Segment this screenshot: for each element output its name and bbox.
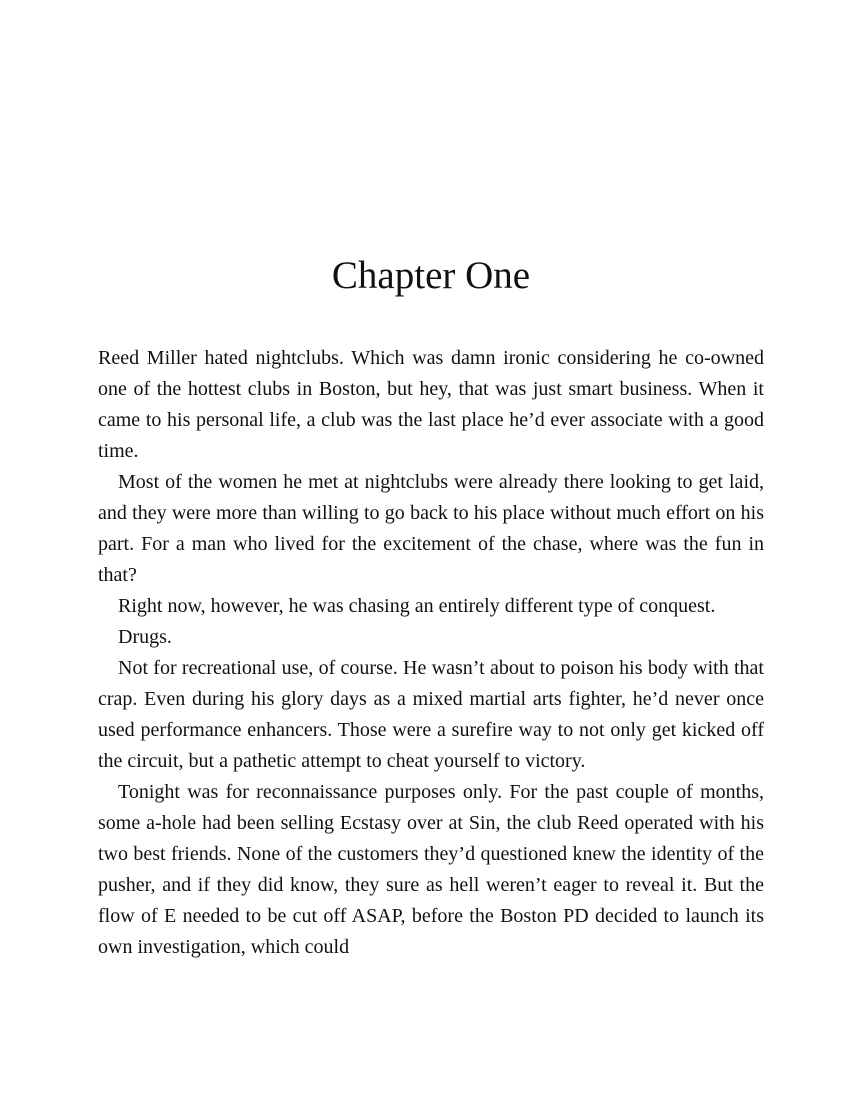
paragraph: Not for recreational use, of course. He wasn’t about to poison his body with that crap. Even during his glory days as a mixed martial arts fighter, he’d never once used performance enhancers. Those were a surefire way to not only get kicked off the circuit, but a pathetic attempt to cheat yourself to victory. bbox=[98, 657, 764, 772]
paragraph: Drugs. bbox=[118, 626, 172, 648]
chapter-title: Chapter One bbox=[331, 254, 531, 297]
chapter-body bbox=[98, 343, 764, 963]
paragraph: Right now, however, he was chasing an entirely different type of conquest. bbox=[118, 595, 716, 617]
paragraph: Reed Miller hated nightclubs. Which was damn ironic considering he co-owned one of the hottest clubs in Boston, but hey, that was just smart business. When it came to his personal life, a club was the last place he’d ever associate with a good time. bbox=[98, 347, 764, 462]
paragraph: Tonight was for reconnaissance purposes only. For the past couple of months, some a-hole had been selling Ecstasy over at Sin, the club Reed operated with his two best friends. None of the customers they’d questioned knew the identity of the pusher, and if they did know, they sure as hell weren’t eager to reveal it. But the flow of E needed to be cut off ASAP, before the Boston PD decided to launch its own investigation, which could bbox=[98, 781, 764, 958]
paragraph: Most of the women he met at nightclubs were already there looking to get laid, and they were more than willing to go back to his place without much effort on his part. For a man who lived for the excitement of the chase, where was the fun in that? bbox=[98, 471, 764, 586]
